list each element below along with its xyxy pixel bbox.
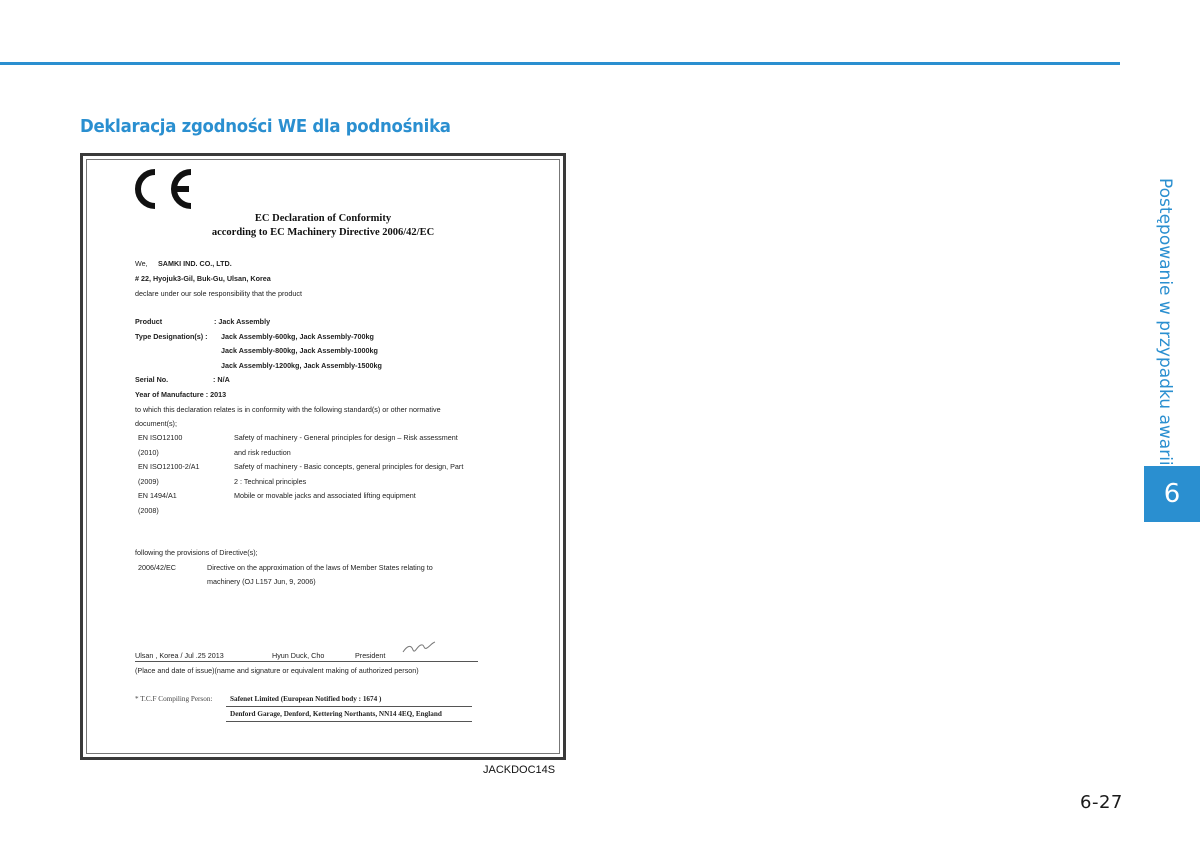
directive-desc-cont: machinery (OJ L157 Jun, 9, 2006) <box>207 577 316 586</box>
company-name: SAMKI IND. CO., LTD. <box>158 259 232 268</box>
tcf-rule <box>226 721 472 722</box>
standard-desc: 2 : Technical principles <box>234 477 307 486</box>
declaration-subtitle: according to EC Machinery Directive 2006/42/EC <box>211 227 435 238</box>
section-title: Deklaracja zgodności WE dla podnośnika <box>80 116 451 137</box>
tcf-label: * T.C.F Compiling Person: <box>135 695 213 703</box>
standard-desc: Safety of machinery - Basic concepts, general principles for design, Part <box>234 462 464 471</box>
we-label: We, <box>135 259 148 268</box>
declaration-title: EC Declaration of Conformity <box>254 213 392 224</box>
ce-mark-logo <box>131 166 201 212</box>
standard-year: (2008) <box>138 506 159 515</box>
standard-desc: Mobile or movable jacks and associated lifting equipment <box>234 491 416 500</box>
signature-line <box>135 661 478 662</box>
tcf-rule <box>226 706 472 707</box>
sign-place-date: Ulsan , Korea / Jul .25 2013 <box>135 651 224 660</box>
product-label: Product <box>135 317 163 326</box>
page-number: 6-27 <box>1080 792 1123 813</box>
standard-desc: and risk reduction <box>234 448 291 457</box>
tcf-body: Safenet Limited (European Notified body : 1674 ) <box>230 695 382 703</box>
standard-code: EN ISO12100-2/A1 <box>138 462 200 471</box>
year-of-manufacture: Year of Manufacture : 2013 <box>135 390 227 399</box>
image-code: JACKDOC14S <box>483 764 556 776</box>
standard-year: (2010) <box>138 448 159 457</box>
standard-year: (2009) <box>138 477 159 486</box>
type-line: Jack Assembly-600kg, Jack Assembly-700kg <box>221 332 374 341</box>
declare-statement: declare under our sole responsibility that the product <box>135 289 303 298</box>
serial-label: Serial No. <box>135 375 169 384</box>
tcf-address: Denford Garage, Denford, Kettering Northants, NN14 4EQ, England <box>230 710 442 718</box>
top-rule <box>0 62 1120 65</box>
type-line: Jack Assembly-800kg, Jack Assembly-1000kg <box>221 346 378 355</box>
type-label: Type Designation(s) : <box>135 332 208 341</box>
product-value: : Jack Assembly <box>214 317 271 326</box>
signature-caption: (Place and date of issue)(name and signature or equivalent making of authorized person) <box>135 666 419 675</box>
serial-value: : N/A <box>213 375 230 384</box>
standard-code: EN ISO12100 <box>138 433 183 442</box>
directive-desc: Directive on the approximation of the laws of Member States relating to <box>207 563 433 572</box>
chapter-tab: 6 <box>1144 466 1200 522</box>
directive-code: 2006/42/EC <box>138 563 176 572</box>
standard-code: EN 1494/A1 <box>138 491 177 500</box>
declaration-document <box>80 153 566 760</box>
conformity-statement-cont: document(s); <box>135 419 177 428</box>
company-address: # 22, Hyojuk3-Gil, Buk-Gu, Ulsan, Korea <box>135 274 271 283</box>
chapter-side-label: Postępowanie w przypadku awarii <box>1155 178 1175 466</box>
provisions-statement: following the provisions of Directive(s); <box>135 548 258 557</box>
signatory-title: President <box>355 651 386 660</box>
standard-desc: Safety of machinery - General principles for design – Risk assessment <box>234 433 458 442</box>
handwritten-signature <box>401 640 437 656</box>
signatory-name: Hyun Duck, Cho <box>272 651 325 660</box>
conformity-statement: to which this declaration relates is in conformity with the following standard(s) or other normative <box>135 405 441 414</box>
type-line: Jack Assembly-1200kg, Jack Assembly-1500kg <box>221 361 382 370</box>
